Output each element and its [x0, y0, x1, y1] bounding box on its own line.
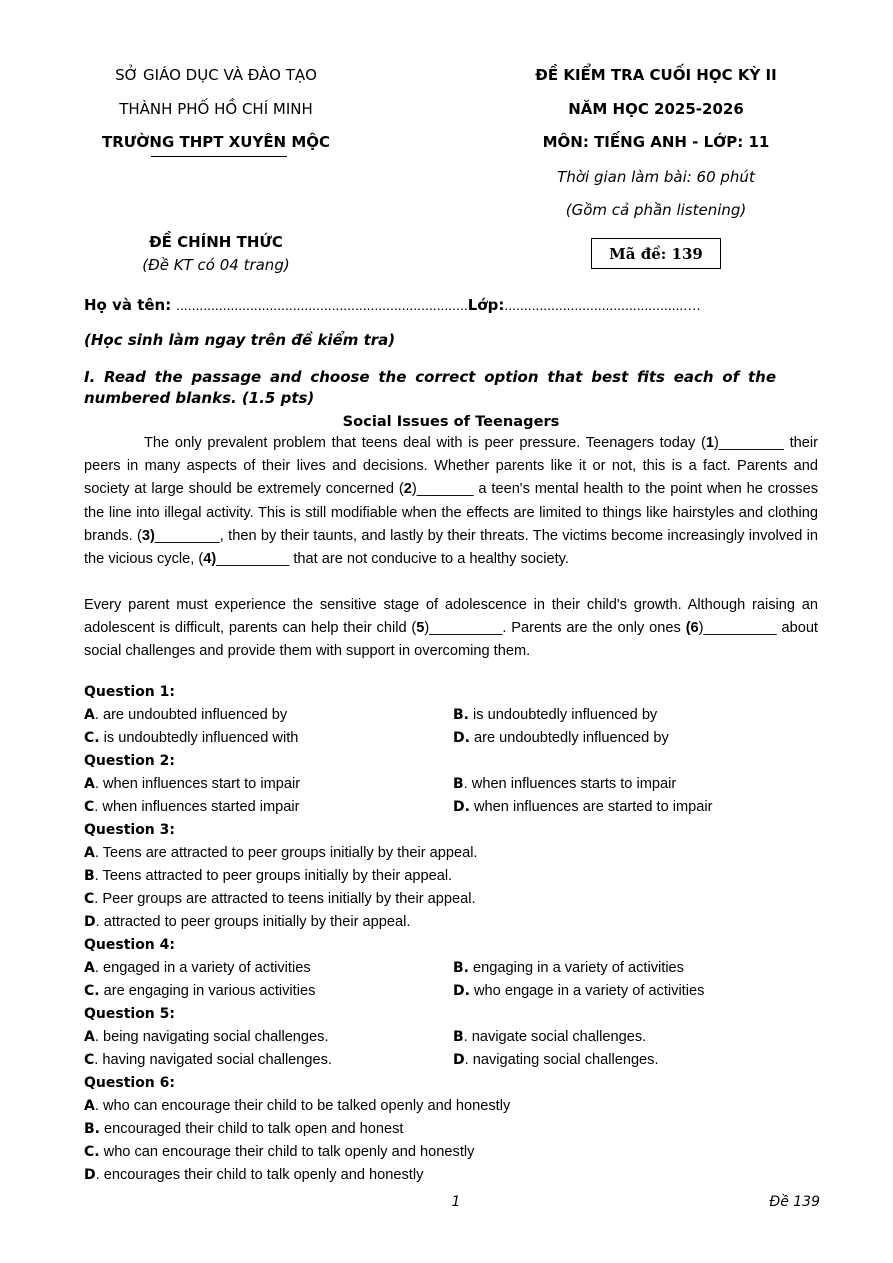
- question-4-label: Question 4:: [84, 937, 175, 953]
- question-6-option-a[interactable]: A. who can encourage their child to be talked openly and honestly: [84, 1098, 511, 1114]
- question-6-option-d[interactable]: D. encourages their child to talk openly and honestly: [84, 1167, 424, 1183]
- question-3-option-a[interactable]: A. Teens are attracted to peer groups initially by their appeal.: [84, 845, 478, 861]
- section-heading: I. Read the passage and choose the correct option that best fits each of the: [84, 368, 776, 386]
- name-field[interactable]: ...........................................................................: [176, 297, 468, 313]
- subject-line: MÔN: TIẾNG ANH - LỚP: 11: [542, 133, 770, 151]
- school-year: NĂM HỌC 2025-2026: [568, 100, 744, 118]
- question-1-option-a[interactable]: A. are undoubted influenced by: [84, 707, 288, 723]
- question-6-option-b[interactable]: B. encouraged their child to talk open and honest: [84, 1121, 404, 1137]
- question-1-option-c[interactable]: C. is undoubtedly influenced with: [84, 730, 299, 746]
- question-4-option-b[interactable]: B. engaging in a variety of activities: [453, 960, 684, 976]
- pages-note: (Đề KT có 04 trang): [142, 256, 290, 274]
- question-6-label: Question 6:: [84, 1075, 175, 1091]
- passage-paragraph-2: Every parent must experience the sensitive stage of adolescence in their child's growth. Although raising an adolescent is difficult, parents can help their child (5)_________. Parents are the only ones (6)_________ about social challenges and provide them with support in overcoming them.: [84, 597, 818, 660]
- question-1-label: Question 1:: [84, 684, 175, 700]
- questions: [84, 681, 818, 1187]
- listening-note: (Gồm cả phần listening): [565, 201, 747, 219]
- question-2-label: Question 2:: [84, 753, 175, 769]
- school-name: TRƯỜNG THPT XUYÊN MỘC: [101, 133, 331, 151]
- question-3-option-c[interactable]: C. Peer groups are attracted to teens initially by their appeal.: [84, 891, 476, 907]
- instruction-note: (Học sinh làm ngay trên đề kiểm tra): [84, 331, 396, 349]
- question-6-option-c[interactable]: C. who can encourage their child to talk openly and honestly: [84, 1144, 475, 1160]
- question-3-option-b[interactable]: B. Teens attracted to peer groups initially by their appeal.: [84, 868, 453, 884]
- school-underline: [151, 156, 287, 157]
- question-3-option-d[interactable]: D. attracted to peer groups initially by their appeal.: [84, 914, 411, 930]
- time-allowed: Thời gian làm bài: 60 phút: [557, 168, 755, 186]
- question-2-option-b[interactable]: B. when influences starts to impair: [453, 776, 677, 792]
- name-label: Họ và tên:: [84, 296, 172, 314]
- question-5-label: Question 5:: [84, 1006, 175, 1022]
- question-5-option-a[interactable]: A. being navigating social challenges.: [84, 1029, 329, 1045]
- exam-code-box: [591, 238, 721, 269]
- question-4-option-c[interactable]: C. are engaging in various activities: [84, 983, 316, 999]
- official-label: ĐỀ CHÍNH THỨC: [149, 233, 283, 251]
- passage-title: Social Issues of Teenagers: [342, 413, 560, 430]
- question-2-option-d[interactable]: D. when influences are started to impair: [453, 799, 713, 815]
- class-label: Lớp:: [467, 296, 505, 314]
- page-number: 1: [451, 1194, 461, 1210]
- exam-title: ĐỀ KIỂM TRA CUỐI HỌC KỲ II: [535, 66, 777, 84]
- class-field[interactable]: ...............................................…: [504, 297, 702, 313]
- city-line: THÀNH PHỐ HỒ CHÍ MINH: [119, 100, 313, 118]
- footer-exam-code: Đề 139: [769, 1194, 820, 1210]
- student-info-line: [84, 296, 701, 314]
- question-5-option-d[interactable]: D. navigating social challenges.: [453, 1052, 659, 1068]
- question-3-label: Question 3:: [84, 822, 175, 838]
- question-2-option-c[interactable]: C. when influences started impair: [84, 799, 300, 815]
- question-4-option-d[interactable]: D. who engage in a variety of activities: [453, 983, 705, 999]
- question-4-option-a[interactable]: A. engaged in a variety of activities: [84, 960, 311, 976]
- question-5-option-b[interactable]: B. navigate social challenges.: [453, 1029, 647, 1045]
- question-1-option-d[interactable]: D. are undoubtedly influenced by: [453, 730, 669, 746]
- section-heading-line2: numbered blanks. (1.5 pts): [84, 389, 315, 407]
- exam-code: Mã đề: 139: [609, 244, 703, 263]
- department-line: SỞ GIÁO DỤC VÀ ĐÀO TẠO: [115, 66, 317, 84]
- question-2-option-a[interactable]: A. when influences start to impair: [84, 776, 301, 792]
- question-1-option-b[interactable]: B. is undoubtedly influenced by: [453, 707, 658, 723]
- passage-paragraph-1: The only prevalent problem that teens deal with is peer pressure. Teenagers today (1)________ their peers in many aspects of their lives and decisions. Whether parents like it or not, this is a fact. Parents and society at large should be extremely concerned (2)_______ a teen's mental health to the point when he crosses the line into illegal activity. This is still modifiable when the effects are limited to things like hairstyles and clothing brands. (3)________, then by their taunts, and lastly by their threats. The victims become increasingly involved in the vicious cycle, (4)_________ that are not conducive to a healthy society.: [84, 435, 819, 568]
- question-5-option-c[interactable]: C. having navigated social challenges.: [84, 1052, 333, 1068]
